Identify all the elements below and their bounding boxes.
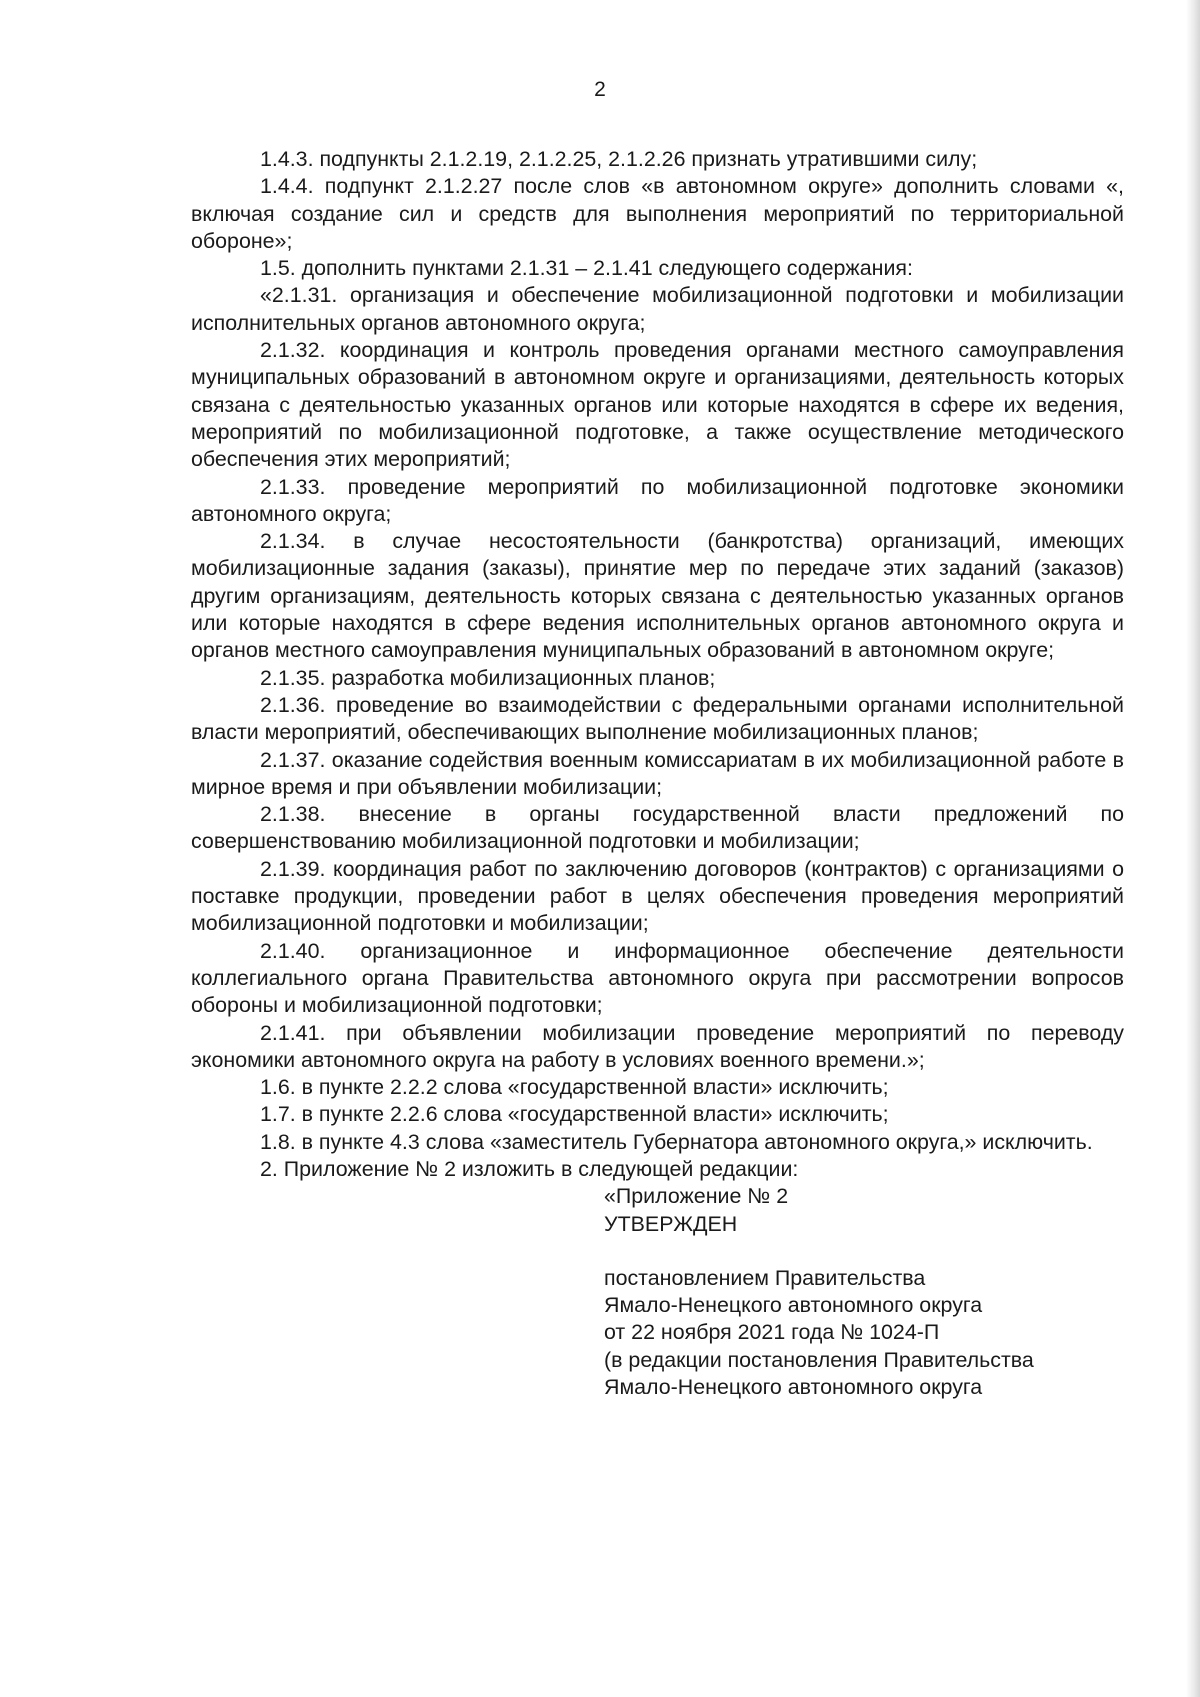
paragraph-2: 2. Приложение № 2 изложить в следующей редакции: [260,1156,799,1181]
paragraph-2-1-38: 2.1.38. внесение в органы государственной власти предложений по совершенствованию мобилизационной подготовки и мобилизации; [191,802,1124,854]
paragraph-2-1-37: 2.1.37. оказание содействия военным комиссариатам в их мобилизационной работе в мирное время и при объявлении мобилизации; [191,747,1124,799]
paragraph-2-1-39: 2.1.39. координация работ по заключению договоров (контрактов) с организациями о поставке продукции, проведении работ в целях обеспечения проведения мероприятий мобилизационной подготовки и мобилизации; [191,856,1124,936]
approval-header [604,1183,1124,1401]
paragraph-2-1-36: 2.1.36. проведение во взаимодействии с федеральными органами исполнительной власти мероприятий, обеспечивающих выполнение мобилизационных планов; [191,692,1124,745]
paragraph-2-1-32: 2.1.32. координация и контроль проведения органами местного самоуправления муниципальных образований в автономном округе и организациями, деятельность которых связана с деятельностью указанных органов или которые находятся в сфере их ведения, мероприятий по мобилизационной подготовке, а также осуществление методического обеспечения этих мероприятий; [191,338,1124,472]
paragraph-2-1-41: 2.1.41. при объявлении мобилизации проведение мероприятий по переводу экономики автономного округа на работу в условиях военного времени.»; [191,1020,1124,1072]
approval-line-1: постановлением Правительства [604,1265,926,1290]
paragraph-1-6: 1.6. в пункте 2.2.2 слова «государственной власти» исключить; [260,1075,889,1100]
approved-label: УТВЕРЖДЕН [604,1211,738,1236]
paragraph-1-5: 1.5. дополнить пунктами 2.1.31 – 2.1.41 следующего содержания: [260,256,913,281]
page-number: 2 [594,78,606,101]
approval-line-4: (в редакции постановления Правительства [604,1347,1034,1372]
approval-line-5: Ямало-Ненецкого автономного округа [604,1375,983,1400]
appendix-label: «Приложение № 2 [604,1184,789,1209]
paragraph-1-8: 1.8. в пункте 4.3 слова «заместитель Губернатора автономного округа,» исключить. [260,1129,1093,1154]
paragraph-2-1-40: 2.1.40. организационное и информационное обеспечение деятельности коллегиального органа Правительства автономного округа при рассмотрении вопросов обороны и мобилизационной подготовки; [191,938,1124,1018]
document-body [191,146,1124,1401]
paragraph-2-1-31: «2.1.31. организация и обеспечение мобилизационной подготовки и мобилизации исполнительных органов автономного округа; [191,283,1124,335]
approval-line-2: Ямало-Ненецкого автономного округа [604,1293,983,1318]
paragraph-1-7: 1.7. в пункте 2.2.6 слова «государственной власти» исключить; [260,1102,889,1127]
approval-gap [604,1238,1124,1265]
page-edge-shadow [1186,0,1200,1697]
paragraph-2-1-35: 2.1.35. разработка мобилизационных планов; [260,665,716,690]
approval-line-3: от 22 ноября 2021 года № 1024-П [604,1320,940,1345]
paragraph-2-1-34: 2.1.34. в случае несостоятельности (банкротства) организаций, имеющих мобилизационные задания (заказы), принятие мер по передаче этих заданий (заказов) другим организациям, деятельность которых связана с деятельностью указанных органов или которые находятся в сфере ведения исполнительных органов автономного округа и органов местного самоуправления муниципальных образований в автономном округе; [191,529,1124,663]
paragraph-2-1-33: 2.1.33. проведение мероприятий по мобилизационной подготовке экономики автономного округа; [191,474,1124,526]
paragraph-1-4-4: 1.4.4. подпункт 2.1.2.27 после слов «в автономном округе» дополнить словами «, включая создание сил и средств для выполнения мероприятий по территориальной обороне»; [191,174,1124,253]
paragraph-1-4-3: 1.4.3. подпункты 2.1.2.19, 2.1.2.25, 2.1.2.26 признать утратившими силу; [260,147,978,171]
